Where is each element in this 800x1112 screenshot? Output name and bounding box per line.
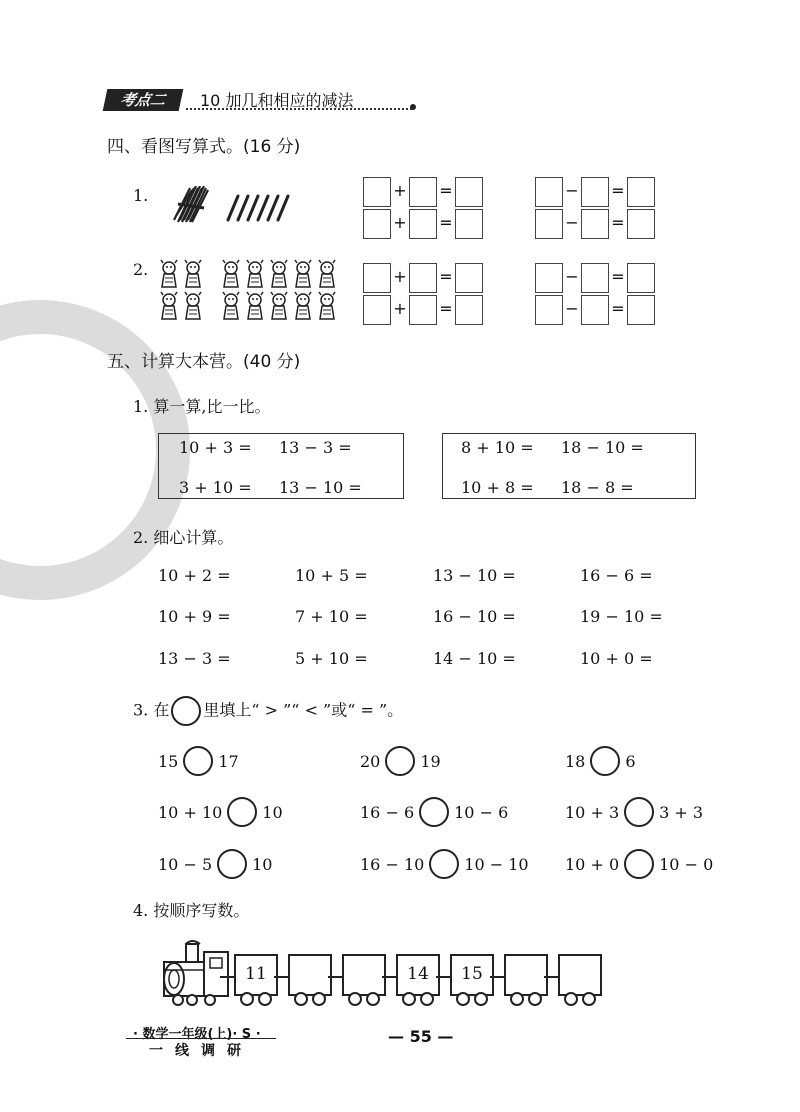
answer-box[interactable] [627, 177, 655, 207]
header-dot [410, 104, 416, 110]
equation: 8 + 10 = [461, 438, 534, 457]
plus-sign: + [393, 267, 407, 286]
car-number: 15 [461, 964, 483, 984]
answer-box[interactable] [363, 295, 391, 325]
doll-group-small-icon [161, 260, 201, 319]
wheel-icon [240, 992, 254, 1006]
compare-circle[interactable] [385, 746, 415, 776]
coupler [220, 976, 234, 978]
compare-circle[interactable] [429, 849, 459, 879]
equation: 13 − 3 = [158, 649, 231, 668]
series-name: 一线调研 [149, 1043, 253, 1059]
topic-title: 10 加几和相应的减法 [200, 91, 354, 110]
single-sticks-icon [228, 196, 288, 220]
equation: 13 − 3 = [279, 438, 352, 457]
plus-sign: + [393, 213, 407, 232]
sequence-label: 4. 按顺序写数。 [133, 901, 250, 920]
answer-box[interactable] [627, 295, 655, 325]
compare-circle[interactable] [217, 849, 247, 879]
answer-box[interactable] [535, 209, 563, 239]
answer-box[interactable] [535, 295, 563, 325]
equation: 13 − 10 = [279, 478, 362, 497]
train-car[interactable] [504, 954, 548, 996]
wheel-icon [420, 992, 434, 1006]
train-car[interactable] [288, 954, 332, 996]
minus-sign: − [565, 299, 579, 318]
equation: 10 + 0 = [580, 649, 653, 668]
equals-sign: = [439, 299, 453, 318]
coupler [436, 976, 450, 978]
coupler [328, 976, 342, 978]
compare-right-expr: 17 [218, 751, 239, 771]
train-car[interactable] [342, 954, 386, 996]
dolls-picture [158, 258, 340, 324]
coupler [544, 976, 558, 978]
doll-group-large-icon [223, 260, 335, 319]
stick-bundle-icon [174, 186, 208, 222]
wheel-icon [366, 992, 380, 1006]
equation: 10 + 5 = [295, 566, 368, 585]
equation: 13 − 10 = [433, 566, 516, 585]
equals-sign: = [611, 213, 625, 232]
compare-item [158, 797, 283, 827]
question-2-number: 2. [133, 260, 149, 279]
locomotive-icon [160, 940, 232, 1006]
coupler [274, 976, 288, 978]
compare-right-expr: 3 + 3 [659, 802, 704, 822]
answer-box[interactable] [581, 263, 609, 293]
compare-left-expr: 10 + 0 [565, 854, 620, 874]
minus-sign: − [565, 181, 579, 200]
compare-left-expr: 20 [360, 751, 381, 771]
answer-box[interactable] [409, 295, 437, 325]
equation: 19 − 10 = [580, 607, 663, 626]
answer-box[interactable] [627, 209, 655, 239]
answer-box[interactable] [363, 209, 391, 239]
equation: 5 + 10 = [295, 649, 368, 668]
compare-left-expr: 10 + 10 [158, 802, 223, 822]
coupler [382, 976, 396, 978]
compare-calc-label: 1. 算一算,比一比。 [133, 397, 271, 416]
answer-box[interactable] [409, 177, 437, 207]
equation: 18 − 10 = [561, 438, 644, 457]
compare-circle[interactable] [624, 849, 654, 879]
wheel-icon [348, 992, 362, 1006]
section-4-title: 四、看图写算式。(16 分) [107, 137, 301, 157]
book-title: · 数学一年级(上)· S · [133, 1027, 261, 1042]
minus-sign: − [565, 213, 579, 232]
compare-item [565, 849, 713, 879]
answer-box[interactable] [455, 177, 483, 207]
wheel-icon [528, 992, 542, 1006]
wheel-icon [510, 992, 524, 1006]
compare-left-expr: 16 − 10 [360, 854, 425, 874]
train-car [396, 954, 440, 996]
answer-box[interactable] [455, 295, 483, 325]
circle-icon [171, 696, 201, 726]
answer-box[interactable] [363, 263, 391, 293]
wheel-icon [474, 992, 488, 1006]
answer-box[interactable] [455, 263, 483, 293]
coupler [490, 976, 504, 978]
equals-sign: = [439, 267, 453, 286]
sticks-picture [172, 186, 302, 226]
section-badge: 考点二 [103, 89, 184, 111]
compare-right-expr: 10 − 6 [454, 802, 509, 822]
compare-right-expr: 19 [420, 751, 441, 771]
wheel-icon [582, 992, 596, 1006]
equation: 7 + 10 = [295, 607, 368, 626]
wheel-icon [294, 992, 308, 1006]
equals-sign: = [439, 213, 453, 232]
answer-box[interactable] [581, 209, 609, 239]
footer-rule [126, 1038, 276, 1039]
car-number: 14 [407, 964, 429, 984]
wheel-icon [456, 992, 470, 1006]
compare-right-expr: 10 − 10 [464, 854, 529, 874]
compare-right-expr: 6 [625, 751, 636, 771]
answer-box[interactable] [535, 177, 563, 207]
compare-left-expr: 16 − 6 [360, 802, 415, 822]
page-number: — 55 — [388, 1027, 454, 1046]
compare-item [565, 746, 636, 776]
equals-sign: = [611, 181, 625, 200]
train-car [450, 954, 494, 996]
answer-box[interactable] [455, 209, 483, 239]
header-dotted-line [186, 108, 412, 110]
compare-item [360, 746, 441, 776]
wheel-icon [312, 992, 326, 1006]
equation: 3 + 10 = [179, 478, 252, 497]
careful-calc-label: 2. 细心计算。 [133, 528, 234, 547]
plus-sign: + [393, 181, 407, 200]
compare-item [565, 797, 703, 827]
section-5-title: 五、计算大本营。(40 分) [107, 352, 301, 372]
answer-box[interactable] [581, 295, 609, 325]
equation: 10 + 8 = [461, 478, 534, 497]
question-1-number: 1. [133, 186, 149, 205]
equals-sign: = [611, 299, 625, 318]
compare-circle[interactable] [227, 797, 257, 827]
equation: 14 − 10 = [433, 649, 516, 668]
compare-symbols-label: 3. 在 里填上“ > ”“ < ”或“ = ”。 [133, 696, 403, 726]
equation: 10 + 2 = [158, 566, 231, 585]
equation: 16 − 10 = [433, 607, 516, 626]
equals-sign: = [439, 181, 453, 200]
answer-box[interactable] [409, 209, 437, 239]
compare-item [158, 746, 239, 776]
compare-circle[interactable] [624, 797, 654, 827]
compare-box-left [158, 433, 404, 499]
compare-circle[interactable] [183, 746, 213, 776]
equation: 10 + 3 = [179, 438, 252, 457]
compare-left-expr: 18 [565, 751, 586, 771]
minus-sign: − [565, 267, 579, 286]
compare-item [360, 849, 529, 879]
compare-left-expr: 10 + 3 [565, 802, 620, 822]
compare-circle[interactable] [590, 746, 620, 776]
wheel-icon [402, 992, 416, 1006]
train-car[interactable] [558, 954, 602, 996]
compare-item [158, 849, 272, 879]
answer-box[interactable] [627, 263, 655, 293]
equation: 18 − 8 = [561, 478, 634, 497]
car-number: 11 [245, 964, 267, 984]
plus-sign: + [393, 299, 407, 318]
compare-right-expr: 10 [262, 802, 283, 822]
compare-item [360, 797, 508, 827]
compare-left-expr: 10 − 5 [158, 854, 213, 874]
compare-circle[interactable] [419, 797, 449, 827]
answer-box[interactable] [363, 177, 391, 207]
answer-box[interactable] [409, 263, 437, 293]
compare-right-expr: 10 [252, 854, 273, 874]
answer-box[interactable] [581, 177, 609, 207]
wheel-icon [258, 992, 272, 1006]
compare-box-right [442, 433, 696, 499]
equals-sign: = [611, 267, 625, 286]
compare-left-expr: 15 [158, 751, 179, 771]
wheel-icon [564, 992, 578, 1006]
equation: 16 − 6 = [580, 566, 653, 585]
equation: 10 + 9 = [158, 607, 231, 626]
compare-right-expr: 10 − 0 [659, 854, 714, 874]
answer-box[interactable] [535, 263, 563, 293]
train-car [234, 954, 278, 996]
